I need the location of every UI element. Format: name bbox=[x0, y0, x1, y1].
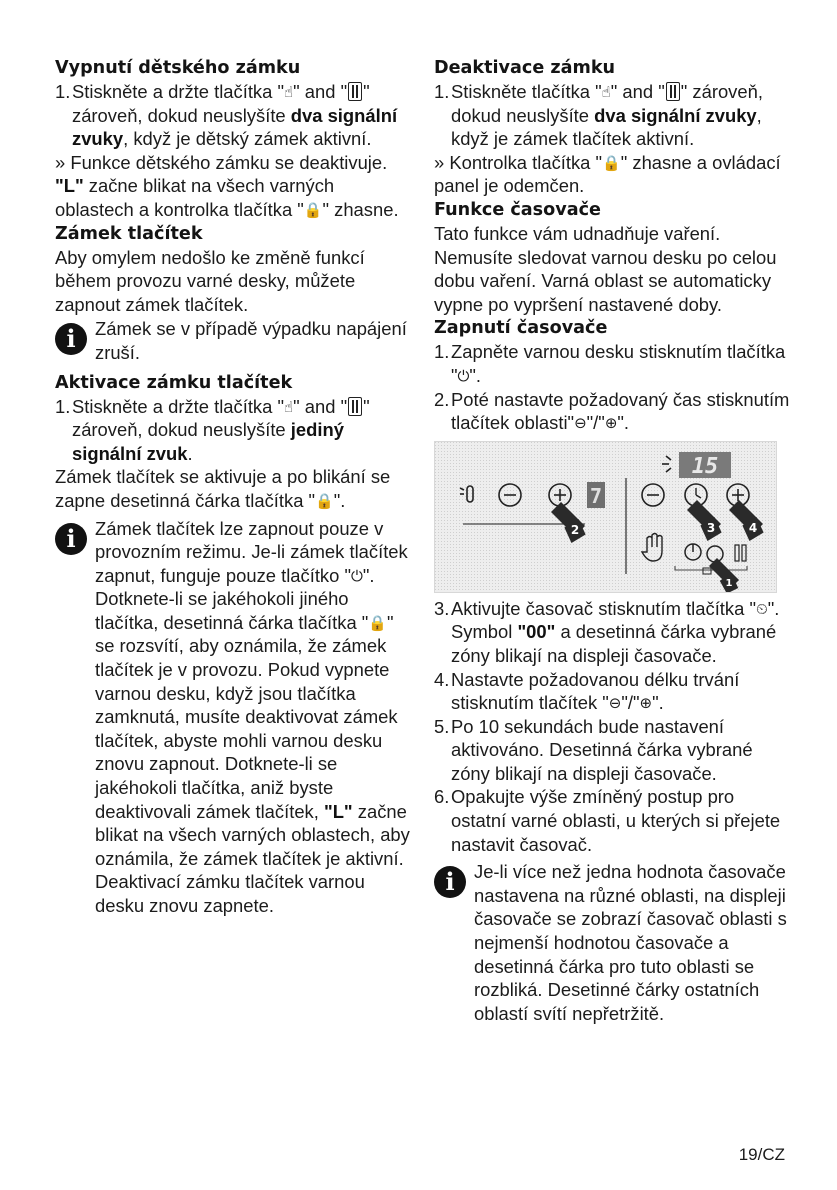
info-icon: i bbox=[434, 866, 466, 898]
zone-display-value: 7 bbox=[589, 483, 603, 508]
power-icon: ⏻ bbox=[351, 567, 363, 585]
right-column bbox=[434, 56, 794, 1025]
heading-timer-on: Zapnutí časovače bbox=[434, 318, 608, 339]
plus-icon: ⊕ bbox=[604, 415, 618, 433]
svg-text:4: 4 bbox=[748, 520, 758, 535]
info-note: i Zámek se v případě výpadku napájení zruší. bbox=[55, 317, 415, 364]
svg-text:1: 1 bbox=[725, 577, 733, 589]
svg-text:2: 2 bbox=[570, 522, 580, 537]
list-item: 1. Stiskněte a držte tlačítka "☝" and " " zároveň, dokud neuslyšíte jediný signální zvuk. bbox=[55, 395, 370, 464]
control-panel-illustration bbox=[434, 441, 777, 593]
heading-lock-deactivate: Deaktivace zámku bbox=[434, 58, 616, 78]
left-column bbox=[55, 56, 415, 918]
info-note: i Je-li více než jedna hodnota časovače nastavena na různé oblasti, na displeji časovače se zobrazí časovač oblasti s nejmenší hodnotou časovače a desetinná čárka pro tuto oblasti se rozbliká. Desetinné čárky ostatních oblastí svítí nepřetržitě. bbox=[434, 860, 794, 1025]
hand-icon: ☝ bbox=[601, 84, 611, 101]
paragraph: Tato funkce vám udnadňuje vaření. Nemusíte sledovat varnou desku po celou dobu vaření. Varná oblast se automaticky vypne po vypršení nastavené doby. bbox=[434, 222, 777, 315]
control-panel-drawing bbox=[435, 442, 777, 593]
lock-icon: 🔒 bbox=[315, 492, 334, 510]
list-item: 6. Opakujte výše zmíněný postup pro ostatní varné oblasti, u kterých si přejete nastavit časovač. bbox=[434, 786, 781, 855]
list-item: 5. Po 10 sekundách bude nastavení aktivováno. Desetinná čárka vybrané zóny blikají na displeji časovače. bbox=[434, 715, 753, 784]
minus-icon: ⊖ bbox=[574, 415, 587, 433]
minus-icon: ⊖ bbox=[608, 695, 622, 713]
clock-icon: ⏲ bbox=[755, 600, 768, 618]
info-icon: i bbox=[55, 523, 87, 555]
paragraph: » Funkce dětského zámku se deaktivuje. bbox=[55, 151, 388, 173]
list-item: 1. Zapněte varnou desku stisknutím tlačítka "⏻". bbox=[434, 341, 786, 386]
hand-icon: ☝ bbox=[284, 84, 294, 101]
heading-timer-function: Funkce časovače bbox=[434, 199, 601, 220]
hand-icon: ☝ bbox=[284, 398, 294, 416]
power-icon: ⏻ bbox=[457, 367, 470, 385]
list-item: 1. Stiskněte a držte tlačítka "☝" and " " zároveň, dokud neuslyšíte dva signální zvuky, když je dětský zámek aktivní. bbox=[55, 81, 398, 150]
list-item: 2. Poté nastavte požadovaný čas stisknutím tlačítek oblasti"⊖"/"⊕". bbox=[434, 388, 790, 434]
plus-icon: ⊕ bbox=[639, 695, 653, 713]
paragraph: Aby omylem nedošlo ke změně funkcí během provozu varné desky, můžete zapnout zámek tlačítek. bbox=[55, 246, 365, 315]
pause-bars-icon bbox=[348, 397, 362, 416]
pause-bars-icon bbox=[666, 82, 680, 101]
heading-child-lock-off: Vypnutí dětského zámku bbox=[55, 58, 301, 78]
paragraph: » Kontrolka tlačítka "🔒" zhasne a ovládací panel je odemčen. bbox=[434, 151, 781, 197]
list-item: 4. Nastavte požadovanou délku trvání stisknutím tlačítek "⊖"/"⊕". bbox=[434, 668, 740, 714]
list-item: 3. Aktivujte časovač stisknutím tlačítka "⏲". Symbol "00" a desetinná čárka vybrané zóny blikají na displeji časovače. bbox=[434, 597, 780, 666]
pause-bars-icon bbox=[348, 82, 362, 101]
paragraph: Zámek tlačítek se aktivuje a po blikání se zapne desetinná čárka tlačítka "🔒". bbox=[55, 466, 391, 511]
page-number: 19/CZ bbox=[738, 1145, 785, 1164]
lock-icon: 🔒 bbox=[602, 154, 621, 172]
paragraph: "L" začne blikat na všech varných oblastech a kontrolka tlačítka "🔒" zhasne. bbox=[55, 175, 399, 220]
lock-icon: 🔒 bbox=[368, 614, 388, 632]
svg-text:3: 3 bbox=[706, 520, 716, 535]
heading-key-lock: Zámek tlačítek bbox=[55, 223, 203, 244]
info-icon: i bbox=[55, 323, 87, 355]
heading-key-lock-activate: Aktivace zámku tlačítek bbox=[55, 372, 293, 393]
info-note: i Zámek tlačítek lze zapnout pouze v provozním režimu. Je-li zámek tlačítek zapnut, funguje pouze tlačítko "⏻". Dotknete-li se jakéhokoli jiného tlačítka, desetinná čárka tlačítka "🔒" se rozsvítí, aby oznámila, že zámek tlačítek je v provozu. Pokud vypnete varnou desku, když jsou tlačítka zamknutá, musíte deaktivovat zámek tlačítek, abyste mohli varnou desku znovu zapnout. Dotknete-li se jakéhokoli tlačítka, aniž byste deaktivovali zámek tlačítek, "L" začne blikat na všech varných oblastech, aby oznámila, že zámek tlačítek je aktivní. Deaktivací zámku tlačítek varnou desku znovu zapnete. bbox=[55, 517, 415, 918]
list-item: 1. Stiskněte tlačítka "☝" and " " zároveň, dokud neuslyšíte dva signální zvuky, když je zámek tlačítek aktivní. bbox=[434, 81, 763, 150]
lock-icon: 🔒 bbox=[303, 201, 323, 219]
timer-display-value: 15 bbox=[691, 453, 719, 479]
